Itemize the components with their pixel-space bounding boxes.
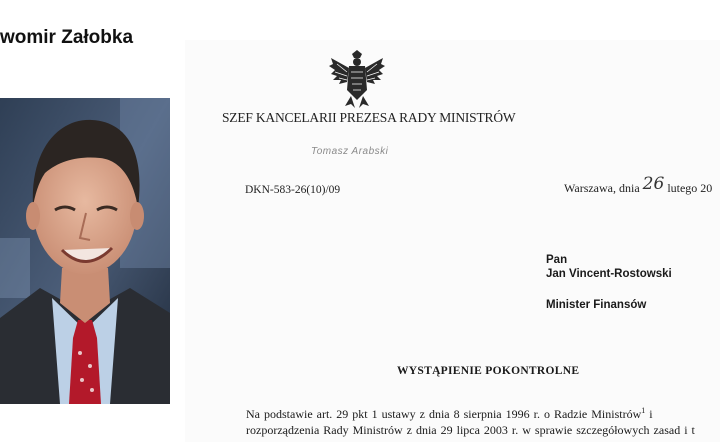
date-prefix: Warszawa, dnia	[564, 181, 640, 195]
polish-eagle-emblem-icon	[329, 50, 385, 108]
addressee-block	[546, 253, 672, 312]
date-line	[564, 174, 713, 197]
signer-stamp: Tomasz Arabski	[311, 146, 389, 157]
office-title: SZEF KANCELARII PREZESA RADY MINISTRÓW	[222, 110, 516, 125]
addressee-salutation: Pan	[546, 254, 568, 266]
scanned-letter	[185, 40, 720, 442]
author-name: womir Załobka	[0, 27, 134, 48]
portrait-photo	[0, 98, 170, 404]
reference-number: DKN-583-26(10)/09	[245, 184, 341, 196]
footnote-marker: 1	[641, 406, 646, 415]
date-month-year: lutego 20	[667, 181, 713, 195]
addressee-name: Jan Vincent-Rostowski	[546, 268, 672, 280]
body-text	[246, 403, 695, 438]
body-line-2: rozporządzenia Rady Ministrów z dnia 29 lipca 2003 r. w sprawie szczegółowych zasad i t	[246, 423, 695, 437]
addressee-role: Minister Finansów	[546, 299, 647, 311]
document-heading: WYSTĄPIENIE POKONTROLNE	[397, 365, 580, 377]
body-line-1: Na podstawie art. 29 pkt 1 ustawy z dnia 8 sierpnia 1996 r. o Radzie Ministrów$^1$ i	[246, 406, 653, 421]
date-day: 26	[642, 174, 665, 194]
